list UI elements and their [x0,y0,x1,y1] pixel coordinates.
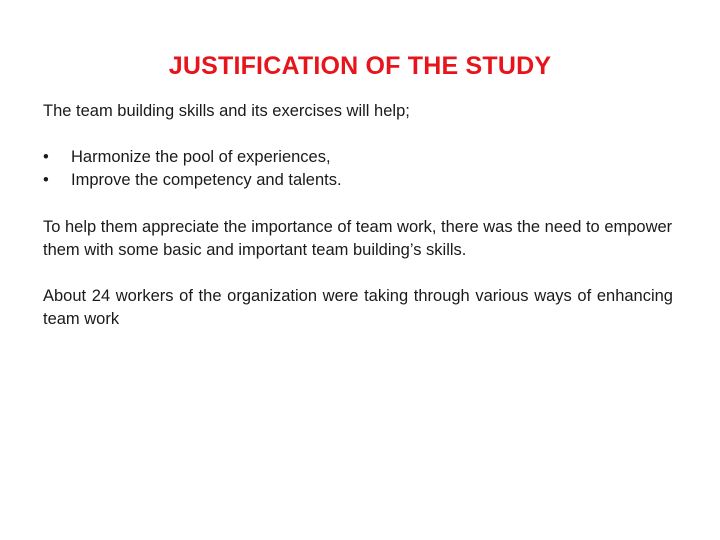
bullet-text: Harmonize the pool of experiences, [71,148,331,166]
bullet-list [43,146,673,192]
intro-text: The team building skills and its exercises will help; [43,102,410,120]
bullet-icon: • [43,171,49,189]
bullet-text: Improve the competency and talents. [71,171,342,189]
bullet-item [43,169,673,192]
bullet-icon: • [43,148,49,166]
slide-body [43,100,673,331]
bullet-item [43,146,673,169]
paragraph-empower: To help them appreciate the importance of team work, there was the need to empower them with some basic and important team building’s skills. [43,218,673,259]
paragraph-workers: About 24 workers of the organization were taking through various ways of enhancing team work [43,287,673,328]
slide-title: JUSTIFICATION OF THE STUDY [168,52,552,80]
